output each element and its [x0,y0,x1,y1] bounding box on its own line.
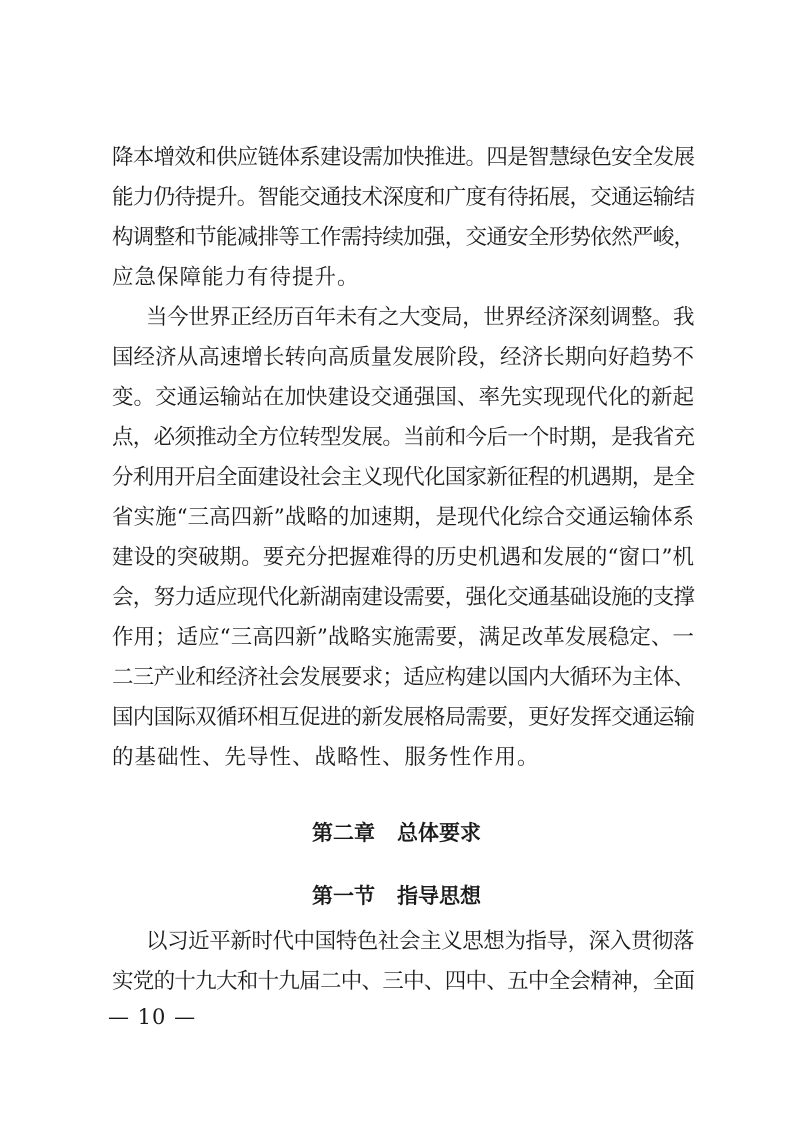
text-line: 作用；适应“三高四新”战略实施需要，满足改革发展稳定、一 [112,625,694,650]
text-line: 省实施“三高四新”战略的加速期，是现代化综合交通运输体系 [112,505,694,530]
section-number: 第一节 [312,884,375,908]
text-line: 分利用开启全面建设社会主义现代化国家新征程的机遇期，是全 [112,465,694,490]
text-line: 以习近平新时代中国特色社会主义思想为指导，深入贯彻落 [146,929,694,954]
text-line: 会，努力适应现代化新湖南建设需要，强化交通基础设施的支撑 [112,585,694,610]
text-line: 建设的突破期。要充分把握难得的历史机遇和发展的“窗口”机 [112,545,694,570]
text-line: 当今世界正经历百年未有之大变局，世界经济深刻调整。我 [146,305,694,330]
text-line: 降本增效和供应链体系建设需加快推进。四是智慧绿色安全发展 [112,145,694,170]
text-line: 的基础性、先导性、战略性、服务性作用。 [112,745,540,770]
text-line: 二三产业和经济社会发展要求；适应构建以国内大循环为主体、 [112,665,694,690]
text-line: 应急保障能力有待提升。 [112,265,360,290]
text-line: 能力仍待提升。智能交通技术深度和广度有待拓展，交通运输结 [112,185,694,210]
chapter-title: 总体要求 [397,821,481,845]
page-number: — 10 — [108,1005,197,1029]
text-line: 变。交通运输站在加快建设交通强国、率先实现现代化的新起 [112,385,694,410]
text-line: 国经济从高速增长转向高质量发展阶段，经济长期向好趋势不 [112,345,694,370]
text-line: 实党的十九大和十九届二中、三中、四中、五中全会精神，全面 [112,969,694,994]
section-heading [0,881,793,911]
section-title: 指导思想 [397,884,481,908]
chapter-number: 第二章 [312,821,375,845]
text-line: 构调整和节能减排等工作需持续加强，交通安全形势依然严峻， [112,225,694,250]
chapter-heading [0,818,793,848]
text-line: 国内国际双循环相互促进的新发展格局需要，更好发挥交通运输 [112,705,694,730]
text-line: 点，必须推动全方位转型发展。当前和今后一个时期，是我省充 [112,425,694,450]
